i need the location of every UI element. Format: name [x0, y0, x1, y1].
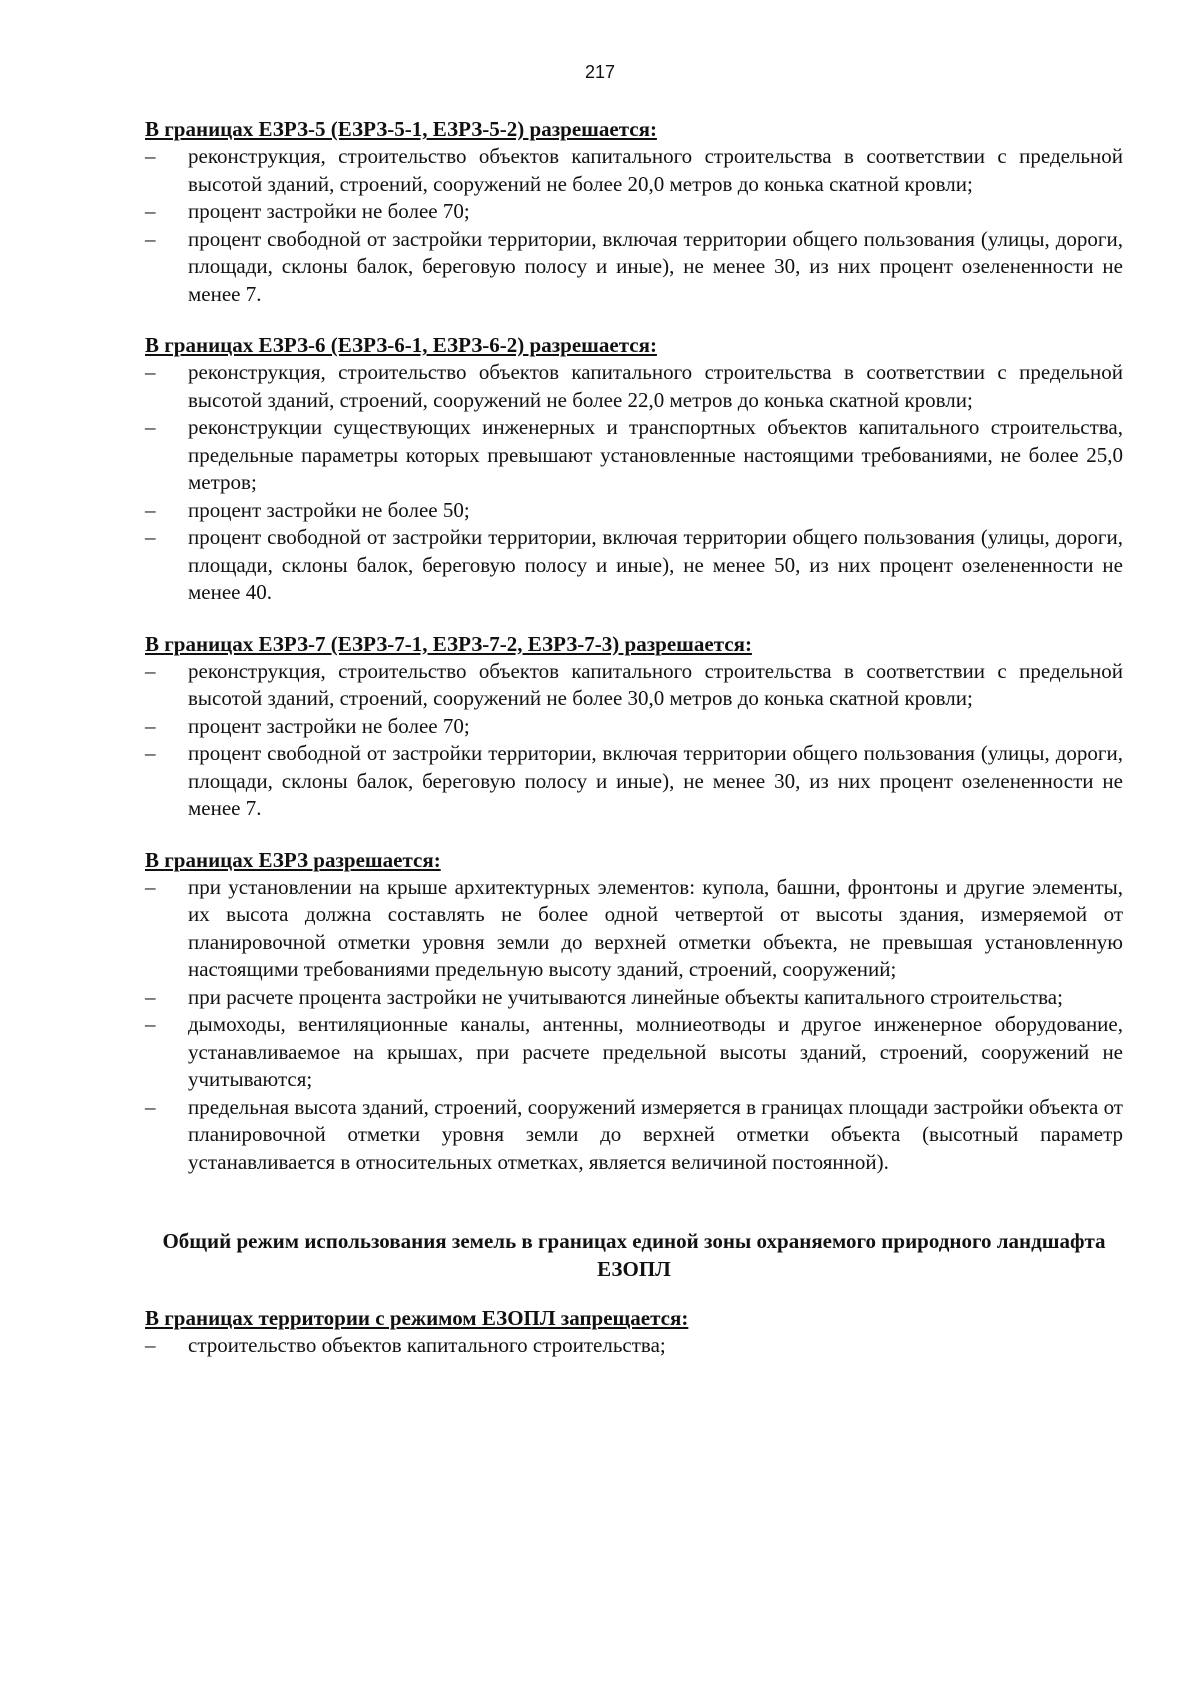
bullet-list	[145, 143, 1123, 308]
dash-marker: –	[145, 1094, 156, 1119]
list-item-text: реконструкция, строительство объектов капитального строительства в соответствии с предельной высотой зданий, строений, сооружений не более 20,0 метров до конька скатной кровли;	[188, 144, 1123, 196]
dash-marker: –	[145, 658, 156, 683]
list-item-text: реконструкция, строительство объектов капитального строительства в соответствии с предельной высотой зданий, строений, сооружений не более 22,0 метров до конька скатной кровли;	[188, 360, 1123, 412]
dash-marker: –	[145, 1333, 156, 1357]
page-number: 217	[584, 62, 616, 82]
list-item-text: процент свободной от застройки территории, включая территории общего пользования (улицы, дороги, площади, склоны балок, береговую полосу и иные), не менее 30, из них процент озелененности не менее 7.	[188, 741, 1123, 820]
dash-marker: –	[145, 415, 156, 439]
dash-marker: –	[145, 226, 156, 251]
section-heading: В границах ЕЗРЗ-5 (ЕЗРЗ-5-1, ЕЗРЗ-5-2) разрешается:	[145, 117, 657, 141]
list-item	[145, 658, 1123, 713]
dash-marker: –	[145, 1012, 156, 1036]
section-heading: В границах территории с режимом ЕЗОПЛ запрещается:	[145, 1306, 689, 1330]
dash-marker: –	[145, 497, 156, 522]
spacer	[145, 308, 1123, 332]
dash-marker: –	[145, 360, 156, 384]
section-heading: В границах ЕЗРЗ разрешается:	[145, 847, 441, 872]
bullet-list	[145, 874, 1123, 1177]
list-item	[145, 198, 1123, 226]
list-item-text: строительство объектов капитального строительства;	[188, 1333, 666, 1357]
list-item	[145, 984, 1123, 1012]
list-item	[145, 1094, 1123, 1177]
spacer	[145, 823, 1123, 847]
dash-marker: –	[145, 144, 156, 168]
list-item	[145, 1011, 1123, 1094]
bullet-list	[145, 658, 1123, 823]
dash-marker: –	[145, 199, 156, 223]
list-item-text: процент свободной от застройки территории, включая территории общего пользования (улицы, дороги, площади, склоны балок, береговую полосу и иные), не менее 50, из них процент озелененности не менее 40.	[188, 525, 1123, 604]
list-item-text: реконструкции существующих инженерных и транспортных объектов капитального строительства, предельные параметры которых превышают установленные настоящими требованиями, не более 25,0 метров;	[188, 415, 1123, 494]
bullet-list	[145, 1332, 1123, 1360]
list-item-text: при установлении на крыше архитектурных элементов: купола, башни, фронтоны и другие элементы, их высота должна составлять не более одной четвертой от высоты здания, измеряемой от планировочной отметки уровня земли до верхней отметки объекта, не превышая установленную настоящими требованиями предельную высоту зданий, строений, сооружений;	[188, 874, 1123, 981]
section-heading: В границах ЕЗРЗ-6 (ЕЗРЗ-6-1, ЕЗРЗ-6-2) разрешается:	[145, 333, 657, 357]
spacer	[145, 607, 1123, 631]
spacer	[145, 1283, 1123, 1305]
list-item-text: процент застройки не более 70;	[188, 199, 470, 223]
list-item-text: реконструкция, строительство объектов капитального строительства в соответствии с предельной высотой зданий, строений, сооружений не более 30,0 метров до конька скатной кровли;	[188, 658, 1123, 710]
list-item	[145, 226, 1123, 309]
general-regime-title: Общий режим использования земель в границах единой зоны охраняемого природного ландшафта ЕЗОПЛ	[162, 1229, 1106, 1281]
dash-marker: –	[145, 525, 156, 549]
list-item	[145, 1332, 1123, 1360]
dash-marker: –	[145, 713, 156, 738]
list-item-text: предельная высота зданий, строений, сооружений измеряется в границах площади застройки объекта от планировочной отметки уровня земли до верхней отметки объекта (высотный параметр устанавливается в относительных отметках, является величиной постоянной).	[188, 1094, 1123, 1174]
list-item	[145, 414, 1123, 497]
list-item-text: процент свободной от застройки территории, включая территории общего пользования (улицы, дороги, площади, склоны балок, береговую полосу и иные), не менее 30, из них процент озелененности не менее 7.	[188, 226, 1123, 306]
list-item	[145, 874, 1123, 984]
bullet-list	[145, 359, 1123, 607]
list-item-text: процент застройки не более 70;	[188, 713, 470, 738]
list-item	[145, 497, 1123, 525]
list-item	[145, 359, 1123, 414]
document-body	[145, 116, 1123, 1360]
list-item-text: дымоходы, вентиляционные каналы, антенны, молниеотводы и другое инженерное оборудование, устанавливаемое на крышах, при расчете предельной высоты зданий, строений, сооружений не учитываются;	[188, 1012, 1123, 1091]
spacer	[145, 1176, 1123, 1228]
list-item	[145, 143, 1123, 198]
list-item	[145, 713, 1123, 741]
list-item	[145, 524, 1123, 607]
dash-marker: –	[145, 741, 156, 765]
dash-marker: –	[145, 874, 156, 899]
dash-marker: –	[145, 984, 156, 1009]
list-item-text: процент застройки не более 50;	[188, 497, 470, 522]
section-heading: В границах ЕЗРЗ-7 (ЕЗРЗ-7-1, ЕЗРЗ-7-2, ЕЗРЗ-7-3) разрешается:	[145, 631, 752, 656]
list-item-text: при расчете процента застройки не учитываются линейные объекты капитального строительства;	[188, 984, 1063, 1009]
list-item	[145, 740, 1123, 823]
